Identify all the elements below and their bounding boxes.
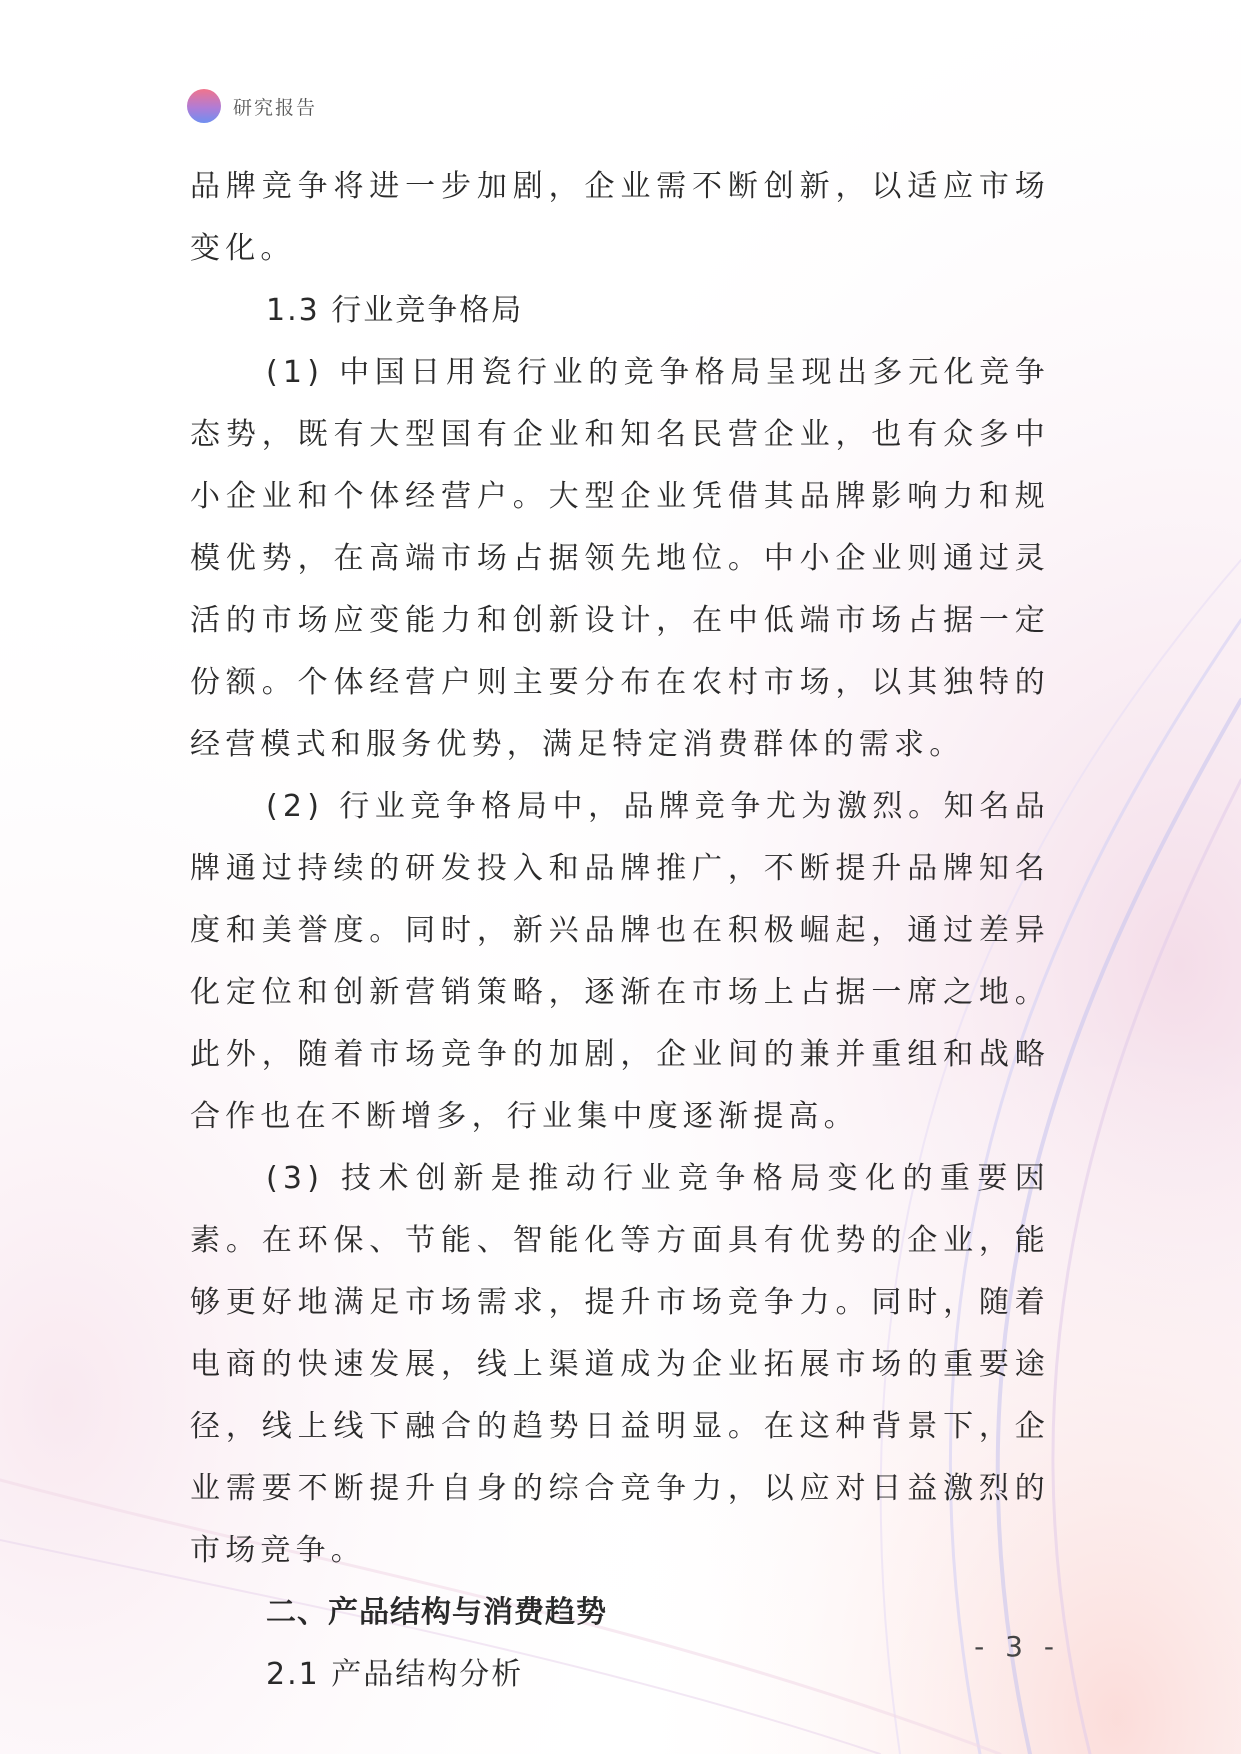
chapter-heading-2: 二、产品结构与消费趋势 — [266, 1595, 607, 1630]
section-heading-2-1: 2.1 产品结构分析 — [266, 1657, 524, 1692]
document-body — [190, 156, 1050, 1706]
report-header — [187, 88, 317, 124]
paragraph-3: (3) 技术创新是推动行业竞争格局变化的重要因素。在环保、节能、智能化等方面具有优势的企业，能够更好地满足市场需求，提升市场竞争力。同时，随着电商的快速发展，线上渠道成为企业拓展市场的重要途径，线上线下融合的趋势日益明显。在这种背景下，企业需要不断提升自身的综合竞争力，以应对日益激烈的市场竞争。 — [190, 1161, 1050, 1568]
logo-circle-icon — [187, 89, 221, 123]
paragraph-2: (2) 行业竞争格局中，品牌竞争尤为激烈。知名品牌通过持续的研发投入和品牌推广，不断提升品牌知名度和美誉度。同时，新兴品牌也在积极崛起，通过差异化定位和创新营销策略，逐渐在市场上占据一席之地。此外，随着市场竞争的加剧，企业间的兼并重组和战略合作也在不断增多，行业集中度逐渐提高。 — [190, 789, 1050, 1134]
continuation-paragraph: 品牌竞争将进一步加剧，企业需不断创新，以适应市场变化。 — [190, 169, 1050, 266]
header-label: 研究报告 — [233, 96, 318, 119]
paragraph-1: (1) 中国日用瓷行业的竞争格局呈现出多元化竞争态势，既有大型国有企业和知名民营企业，也有众多中小企业和个体经营户。大型企业凭借其品牌影响力和规模优势，在高端市场占据领先地位。中小企业则通过灵活的市场应变能力和创新设计，在中低端市场占据一定份额。个体经营户则主要分布在农村市场，以其独特的经营模式和服务优势，满足特定消费群体的需求。 — [190, 355, 1050, 762]
page-number: - 3 - — [974, 1630, 1060, 1663]
section-heading-1-3: 1.3 行业竞争格局 — [266, 293, 524, 328]
